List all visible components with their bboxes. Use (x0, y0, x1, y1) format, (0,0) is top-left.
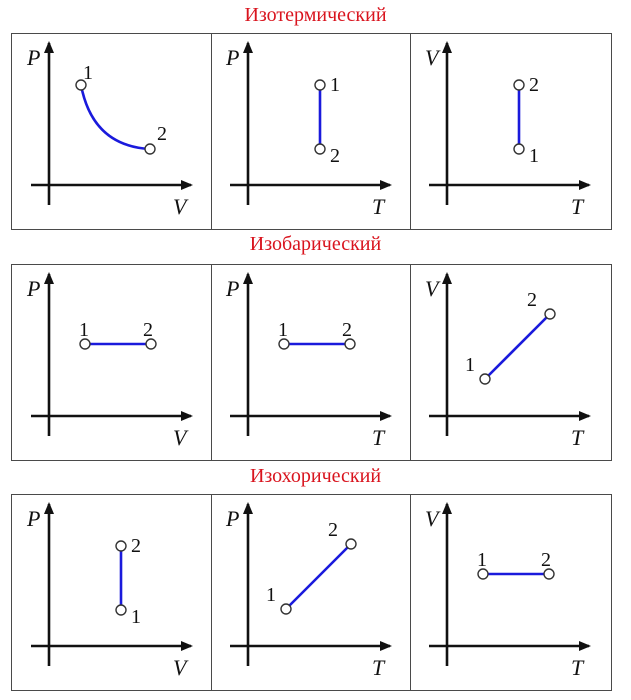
pv-diagram-panel (11, 264, 211, 461)
state-point-label: 2 (527, 289, 537, 311)
x-axis-label: V (173, 425, 187, 450)
y-axis-label: P (27, 276, 41, 301)
y-axis-label: P (226, 276, 240, 301)
x-axis-label: T (571, 655, 584, 680)
state-point (514, 80, 524, 90)
pv-diagram-panel (210, 264, 410, 461)
state-point-label: 1 (278, 319, 288, 341)
state-point-label: 1 (83, 62, 93, 84)
pv-diagram-panel (409, 494, 609, 691)
state-point (315, 144, 325, 154)
state-point-label: 1 (79, 319, 89, 341)
state-point (116, 541, 126, 551)
state-point (116, 605, 126, 615)
y-axis-label: P (27, 506, 41, 531)
y-axis-label: P (226, 506, 240, 531)
state-point-label: 2 (529, 74, 539, 96)
state-point (346, 539, 356, 549)
state-point-label: 2 (328, 519, 338, 541)
x-axis-label: T (372, 194, 385, 219)
y-axis-label: P (27, 45, 41, 70)
section-title-isothermal: Изотермический (244, 4, 387, 26)
pv-diagram-panel (11, 33, 211, 230)
y-axis-label: V (425, 276, 439, 301)
state-point (514, 144, 524, 154)
state-point-label: 2 (330, 145, 340, 167)
x-axis-label: T (571, 194, 584, 219)
state-point-label: 2 (541, 549, 551, 571)
pv-diagram-panel (210, 33, 410, 230)
state-point-label: 1 (131, 606, 141, 628)
state-point (545, 309, 555, 319)
x-axis-label: T (372, 655, 385, 680)
x-axis-label: T (571, 425, 584, 450)
pv-diagram-panel (409, 264, 609, 461)
state-point (480, 374, 490, 384)
pv-diagram-panel (210, 494, 410, 691)
state-point (281, 604, 291, 614)
state-point-label: 2 (143, 319, 153, 341)
state-point-label: 2 (342, 319, 352, 341)
section-title-isochoric: Изохорический (249, 465, 382, 487)
state-point-label: 2 (131, 535, 141, 557)
state-point-label: 1 (330, 74, 340, 96)
x-axis-label: V (173, 655, 187, 680)
pv-diagram-panel (409, 33, 609, 230)
section-title-isobaric: Изобарический (249, 233, 382, 255)
x-axis-label: V (173, 194, 187, 219)
process-curve (81, 85, 150, 149)
state-point (145, 144, 155, 154)
y-axis-label: V (425, 45, 439, 70)
state-point-label: 1 (465, 354, 475, 376)
pv-diagram-panel (11, 494, 211, 691)
x-axis-label: T (372, 425, 385, 450)
state-point (315, 80, 325, 90)
process-line (485, 314, 550, 379)
state-point-label: 1 (266, 584, 276, 606)
state-point-label: 1 (477, 549, 487, 571)
process-line (286, 544, 351, 609)
y-axis-label: V (425, 506, 439, 531)
state-point-label: 1 (529, 145, 539, 167)
y-axis-label: P (226, 45, 240, 70)
state-point-label: 2 (157, 123, 167, 145)
